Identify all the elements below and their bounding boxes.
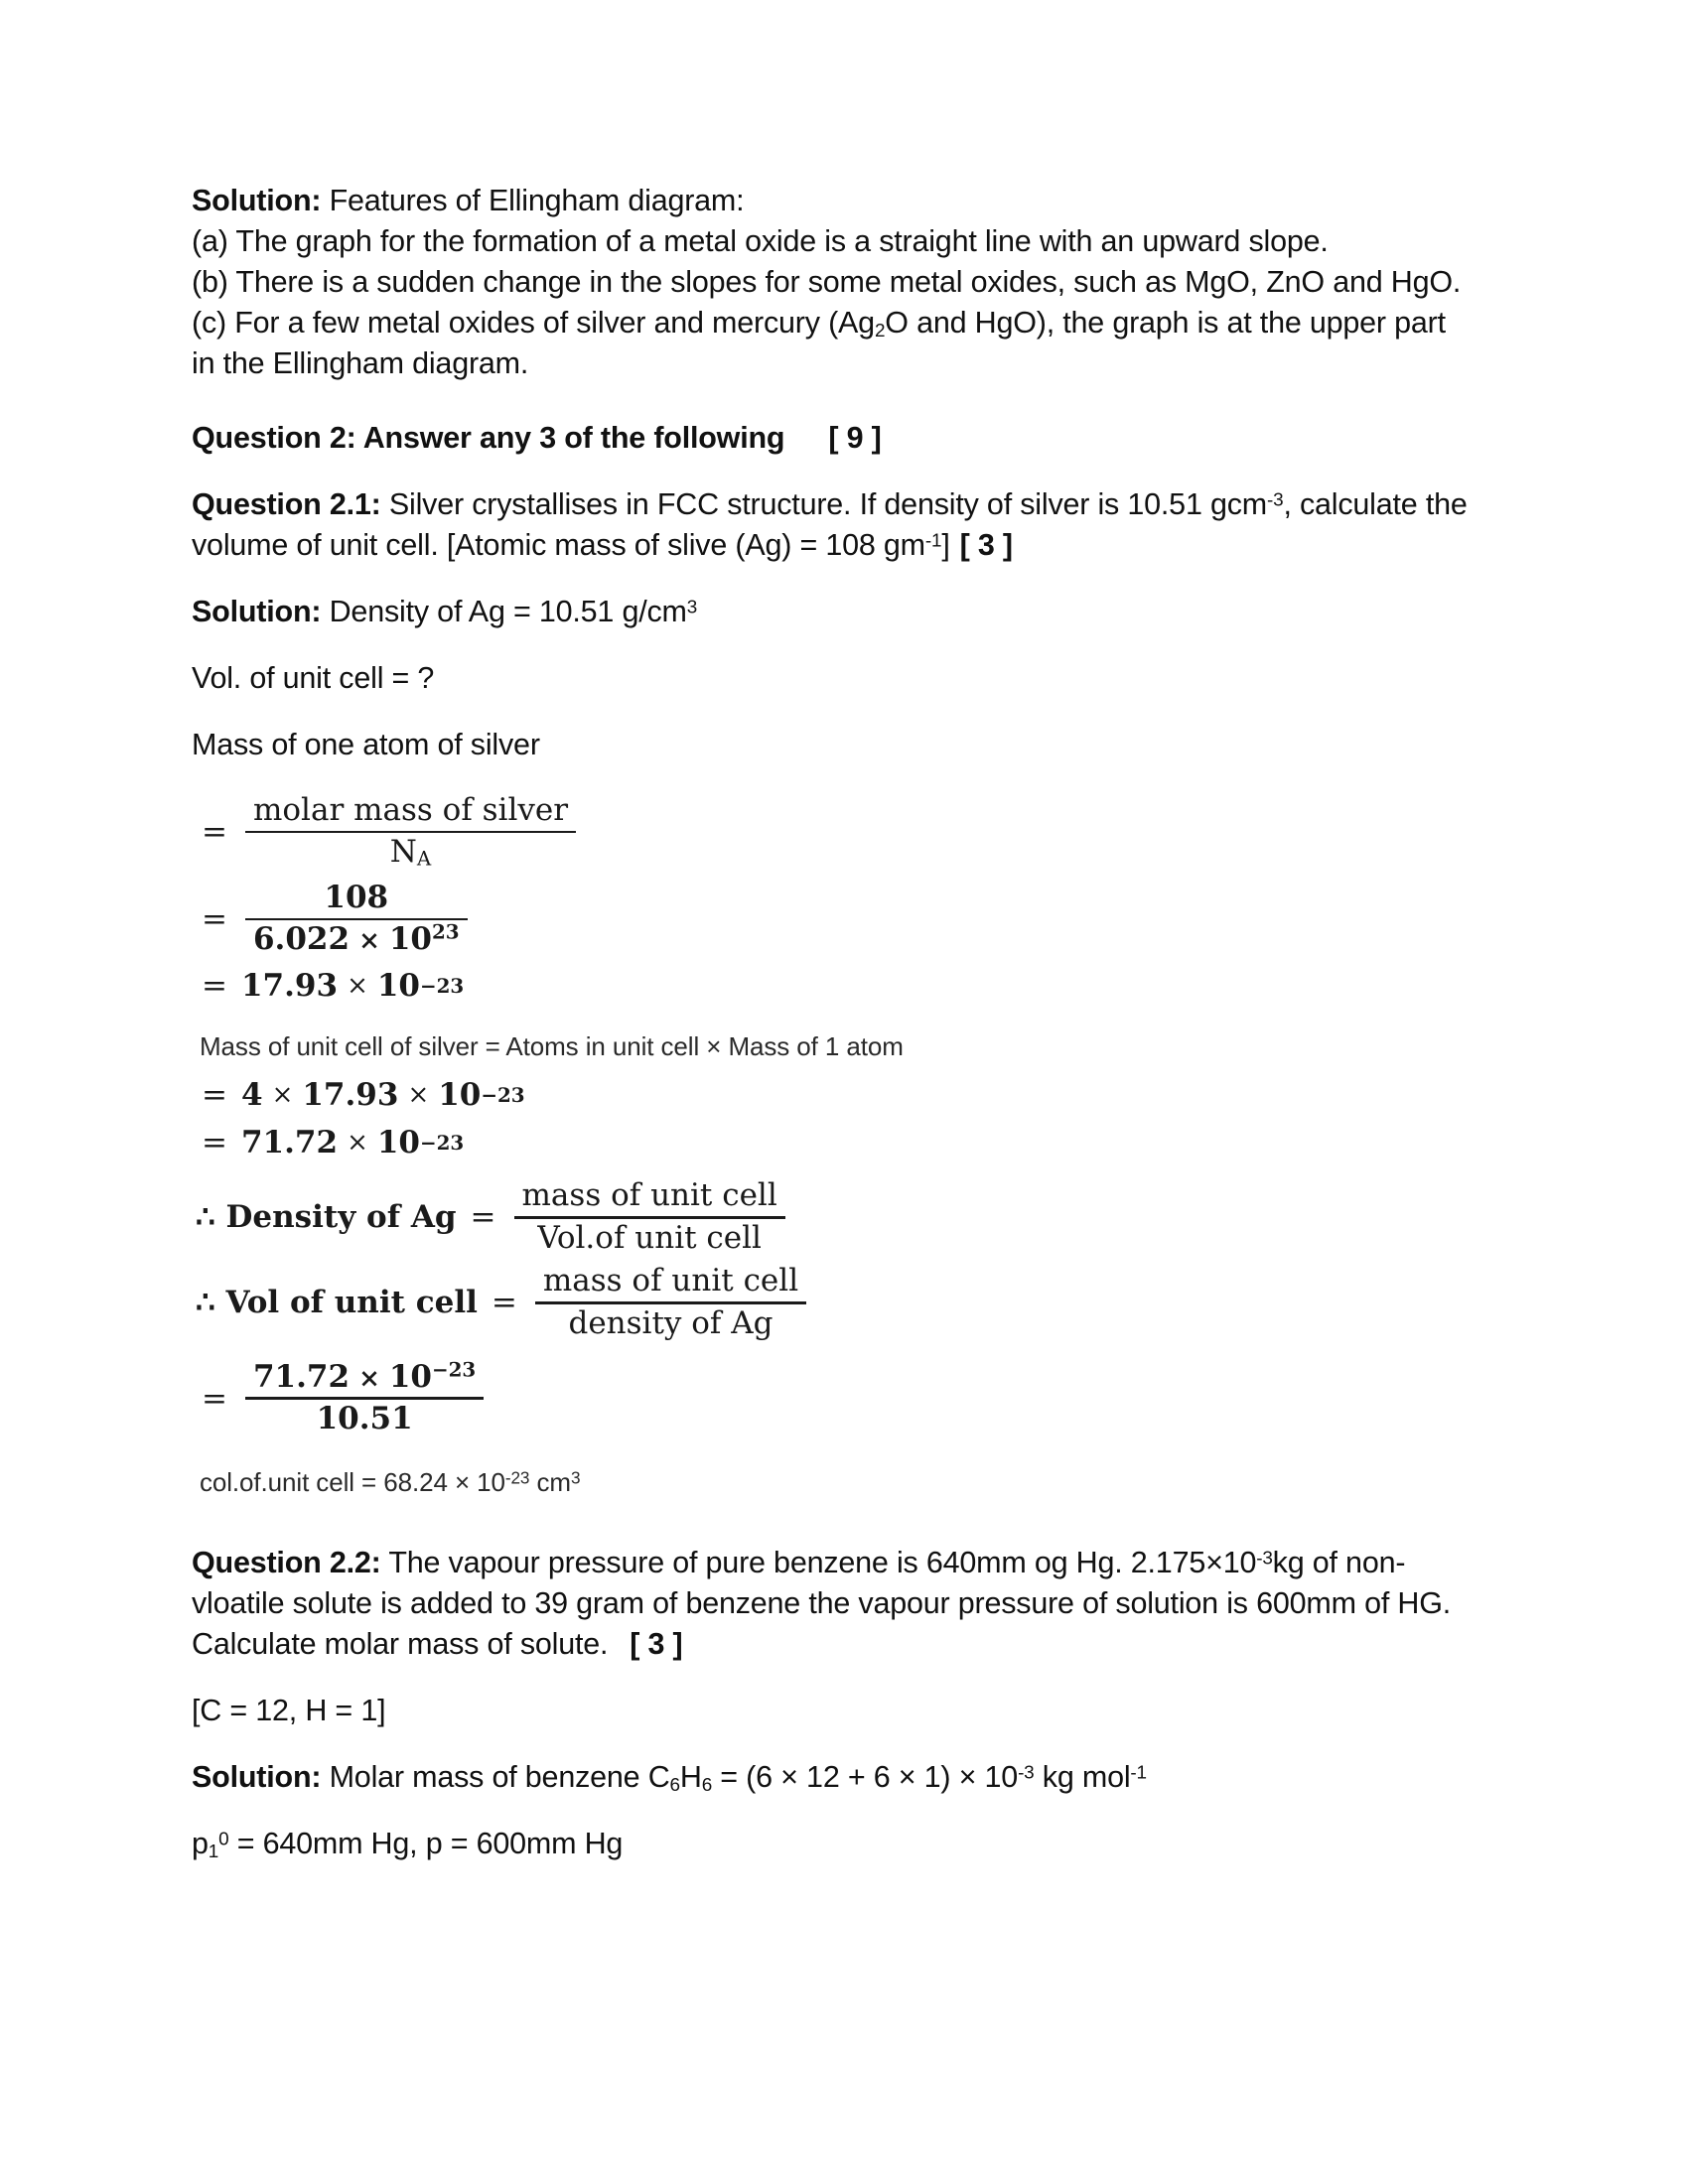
benzene-unit-exponent: -1 — [1130, 1761, 1147, 1783]
solution-2-2-label: Solution: — [192, 1759, 322, 1794]
equals-sign: = — [202, 968, 227, 1005]
benzene-sup-mid: -3 — [1018, 1761, 1035, 1783]
result-value: 71.72 — [240, 1125, 339, 1161]
question-2-2-constants: [C = 12, H = 1] — [192, 1693, 386, 1727]
multiply-operator: × — [358, 1363, 380, 1394]
fraction-denominator — [245, 920, 468, 960]
question-2-1-text-3: ] — [941, 528, 950, 562]
benzene-carbon-subscript: 6 — [669, 1774, 680, 1796]
benzene-unit: kg mol — [1034, 1759, 1131, 1794]
question-2-heading — [192, 418, 1473, 459]
final-answer-unit-exponent: 3 — [570, 1466, 581, 1487]
multiply-operator-2: × — [407, 1080, 430, 1111]
benzene-text-pre: Molar mass of benzene C — [321, 1759, 670, 1794]
equation-mass-one-atom-result: = 17.93 × 10 −23 — [202, 968, 465, 1005]
power-exponent: 23 — [432, 920, 460, 945]
density-lhs: ∴ Density of Ag — [196, 1199, 457, 1236]
equals-sign: = — [202, 1077, 227, 1114]
point-c-subscript: 2 — [874, 321, 886, 342]
ellingham-solution-heading — [192, 181, 1473, 221]
final-answer-exponent: -23 — [504, 1466, 530, 1487]
power-base: 10 — [376, 1125, 420, 1161]
question-2-2-text-2: kg of non-vloatile solute is added to 39 gram of benzene the vapour pressure of solution is 600mm of HG. Calculate molar mass of solute. — [192, 1545, 1452, 1661]
question-2-1-label: Question 2.1: — [192, 487, 381, 521]
avogadro-symbol: N — [389, 834, 417, 871]
solution-2-2-molar-mass — [192, 1757, 1473, 1798]
power-base: 10 — [438, 1077, 482, 1114]
multiply-operator: × — [347, 1128, 368, 1159]
multiply-operator: × — [358, 926, 380, 957]
pressure-subscript: 1 — [208, 1841, 219, 1862]
mass-one-atom-label: Mass of one atom of silver — [192, 728, 540, 761]
mass-of-unit-cell-formula-line: Mass of unit cell of silver = Atoms in unit cell × Mass of 1 atom — [200, 1031, 904, 1062]
question-2-marks: [ 9 ] — [828, 421, 882, 455]
benzene-text-mid: = (6 × 12 + 6 × 1) × 10 — [712, 1759, 1019, 1794]
equation-density-definition — [196, 1176, 1473, 1258]
fraction-numerator: mass of unit cell — [521, 1177, 777, 1214]
equation-108-over-avogadro — [200, 879, 1473, 960]
document-content — [192, 181, 1473, 1864]
fraction-numerator: mass of unit cell — [542, 1263, 799, 1299]
fraction-density — [514, 1176, 785, 1258]
atoms-factor: 4 — [240, 1077, 263, 1114]
equation-four-times-mass: = 4 × 17.93 × 10 −23 — [202, 1077, 525, 1114]
equals-sign: = — [202, 1380, 227, 1417]
question-2-1-text-2: , calculate the volume of unit cell. [Atomic mass of slive (Ag) = 108 gm — [192, 487, 1468, 562]
ellingham-point-c — [192, 303, 1473, 384]
fraction-denominator: Vol.of unit cell — [537, 1219, 762, 1256]
vol-unit-cell-question: Vol. of unit cell = ? — [192, 661, 435, 695]
question-2-1-sup-1: -3 — [1267, 489, 1284, 511]
ellingham-point-a: (a) The graph for the formation of a metal oxide is a straight line with an upward slope. — [192, 224, 1329, 258]
equals-sign: = — [470, 1199, 496, 1236]
density-text: Density of Ag = 10.51 g/cm — [321, 595, 687, 628]
power-base: 10 — [376, 968, 420, 1005]
solution-2-1-density — [192, 592, 1473, 632]
fraction-numerator: 108 — [324, 880, 389, 916]
equals-sign: = — [202, 901, 227, 938]
result-value: 17.93 — [240, 968, 339, 1005]
fraction-108-avogadro — [245, 879, 468, 960]
question-2-2-marks: [ 3 ] — [630, 1626, 683, 1661]
pressure-symbol: p — [192, 1826, 209, 1860]
fraction-denominator: density of Ag — [568, 1304, 774, 1341]
solution-label: Solution: — [192, 184, 322, 217]
final-answer-unit: cm — [529, 1466, 571, 1497]
equation-molar-mass-over-na — [200, 791, 1473, 873]
avogadro-value: 6.022 — [252, 921, 351, 958]
pressure-superscript: 0 — [218, 1828, 229, 1849]
benzene-hydrogen: H — [679, 1759, 702, 1794]
vapour-pressure-values — [192, 1824, 1473, 1864]
point-c-post: O and HgO), the graph is at the upper part in the Ellingham diagram. — [192, 306, 1446, 380]
fraction-volume-value — [245, 1358, 484, 1439]
power-base: 10 — [388, 1358, 432, 1395]
atom-mass-value: 17.93 — [302, 1077, 399, 1114]
fraction-volume — [535, 1262, 806, 1343]
question-2-1-marks: [ 3 ] — [959, 528, 1013, 562]
point-c-pre: (c) For a few metal oxides of silver and mercury (Ag — [192, 306, 875, 340]
final-answer-unit-cell-volume — [200, 1465, 1473, 1499]
numerator-value: 71.72 — [252, 1358, 351, 1395]
fraction-denominator: 10.51 — [316, 1400, 413, 1436]
pressure-values-text: = 640mm Hg, p = 600mm Hg — [228, 1826, 624, 1860]
power-base: 10 — [388, 921, 432, 958]
question-2-text: Answer any 3 of the following — [355, 421, 785, 455]
equals-sign: = — [202, 1125, 227, 1161]
question-2-label: Question 2: — [192, 421, 356, 455]
benzene-hydrogen-subscript: 6 — [701, 1774, 713, 1796]
question-2-1 — [192, 484, 1473, 566]
fraction-molar-mass — [245, 791, 576, 873]
fraction-denominator — [382, 833, 439, 873]
density-superscript: 3 — [686, 597, 698, 618]
fraction-numerator — [245, 1358, 484, 1398]
fraction-numerator: molar mass of silver — [252, 792, 569, 828]
question-2-1-text-1: Silver crystallises in FCC structure. If density of silver is 10.51 gcm — [380, 487, 1268, 521]
equation-volume-definition — [196, 1262, 1473, 1343]
power-exponent: −23 — [432, 1357, 477, 1382]
solution-2-1-label: Solution: — [192, 595, 322, 628]
equation-unit-cell-mass-result: = 71.72 × 10 −23 — [202, 1125, 465, 1161]
question-2-2-text-1: The vapour pressure of pure benzene is 640mm og Hg. 2.175×10 — [380, 1545, 1257, 1579]
equals-sign: = — [202, 814, 227, 851]
multiply-operator-1: × — [271, 1080, 294, 1111]
ellingham-title: Features of Ellingham diagram: — [321, 184, 745, 217]
question-2-2-sup-1: -3 — [1256, 1547, 1273, 1569]
avogadro-subscript: A — [416, 847, 432, 871]
volume-lhs: ∴ Vol of unit cell — [196, 1285, 478, 1321]
question-2-2-label: Question 2.2: — [192, 1545, 381, 1579]
final-answer-prefix: col.of.unit cell = 68.24 × 10 — [200, 1466, 505, 1497]
equation-volume-computation — [200, 1358, 1473, 1439]
multiply-operator: × — [347, 971, 368, 1002]
question-2-2 — [192, 1543, 1473, 1665]
equals-sign: = — [491, 1285, 517, 1321]
question-2-1-sup-2: -1 — [924, 530, 942, 552]
ellingham-point-b: (b) There is a sudden change in the slopes for some metal oxides, such as MgO, ZnO and HgO. — [192, 265, 1462, 299]
